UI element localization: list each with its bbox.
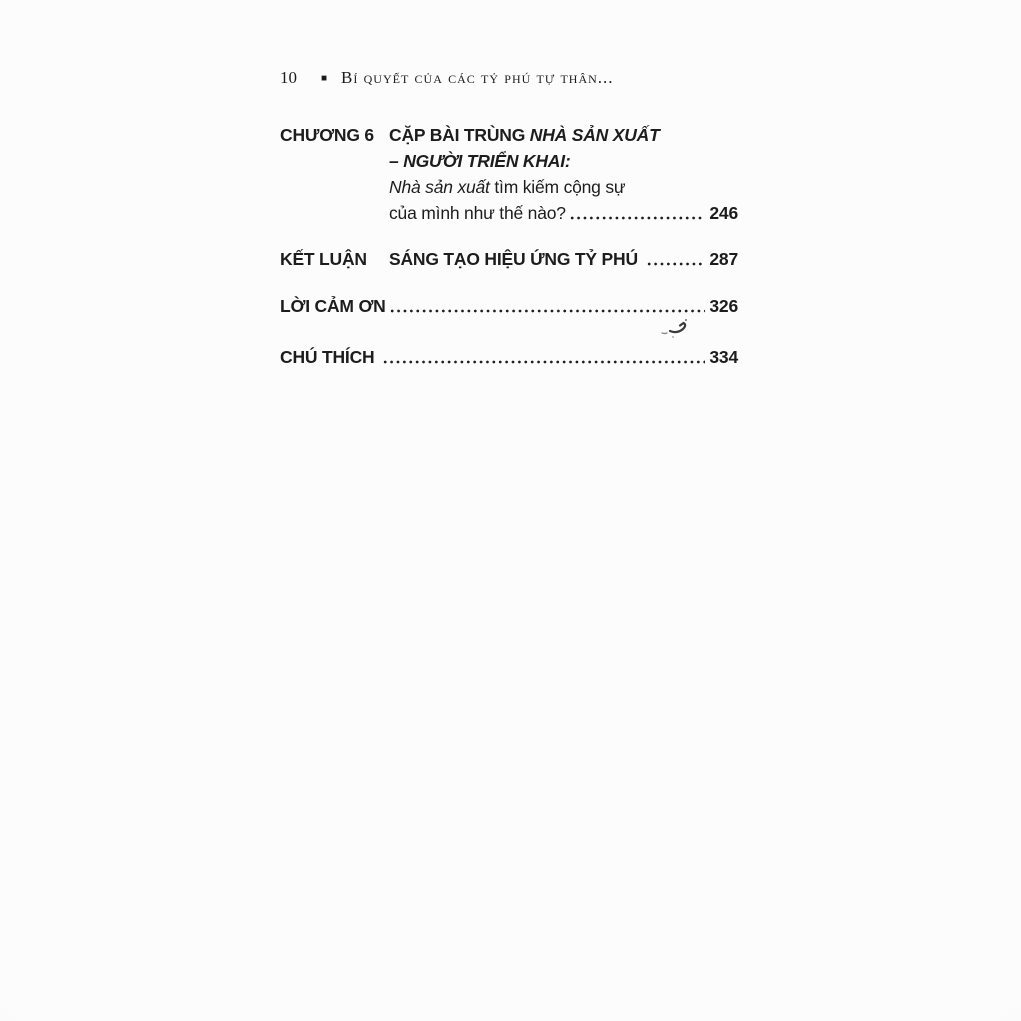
chapter-title-line-1 — [389, 122, 738, 148]
notes-line — [280, 344, 738, 370]
chapter-page-ref: 246 — [709, 203, 738, 223]
chapter-subtitle-text: của mình như thế nào? — [389, 203, 566, 223]
acknowledgements-block — [280, 293, 738, 319]
square-bullet-icon: ■ — [321, 73, 328, 84]
toc-entry-chapter-6 — [280, 122, 738, 226]
chapter-subtitle-upright: tìm kiếm cộng sự — [489, 177, 626, 197]
dot-leader — [569, 200, 706, 226]
chapter-subtitle-line-2 — [389, 200, 738, 226]
toc-entry-notes — [280, 344, 738, 370]
conclusion-title-line — [389, 246, 738, 272]
running-head — [280, 68, 738, 91]
dot-leader — [646, 246, 706, 272]
notes-page-ref: 334 — [709, 347, 738, 367]
page-content — [280, 68, 738, 370]
chapter-title-block — [389, 122, 738, 226]
toc-entry-acknowledgements — [280, 293, 738, 319]
dot-leader — [382, 344, 705, 370]
chapter-title-italic: NHÀ SẢN XUẤT — [529, 125, 660, 145]
acknowledgements-label: LỜI CẢM ƠN — [280, 296, 386, 316]
chapter-title-line-2: – NGƯỜI TRIỂN KHAI: — [389, 151, 571, 171]
acknowledgements-page-ref: 326 — [709, 296, 738, 316]
page-number: 10 — [280, 68, 297, 87]
chapter-label: CHƯƠNG 6 — [280, 125, 374, 145]
conclusion-title-block — [389, 246, 738, 272]
acknowledgements-line — [280, 293, 738, 319]
conclusion-page-ref: 287 — [709, 249, 738, 269]
conclusion-title-text: SÁNG TẠO HIỆU ỨNG TỶ PHÚ — [389, 249, 643, 269]
table-of-contents — [280, 122, 738, 370]
running-title: Bí quyết của các tỷ phú tự thân... — [341, 68, 614, 87]
conclusion-label: KẾT LUẬN — [280, 249, 367, 269]
chapter-subtitle-italic: Nhà sản xuất — [389, 177, 490, 197]
toc-entry-conclusion — [280, 246, 738, 272]
notes-block — [280, 344, 738, 370]
dot-leader — [389, 293, 706, 319]
chapter-subtitle-line-1 — [389, 174, 738, 200]
notes-label: CHÚ THÍCH — [280, 347, 380, 367]
chapter-title-upright: CẶP BÀI TRÙNG — [389, 125, 530, 145]
